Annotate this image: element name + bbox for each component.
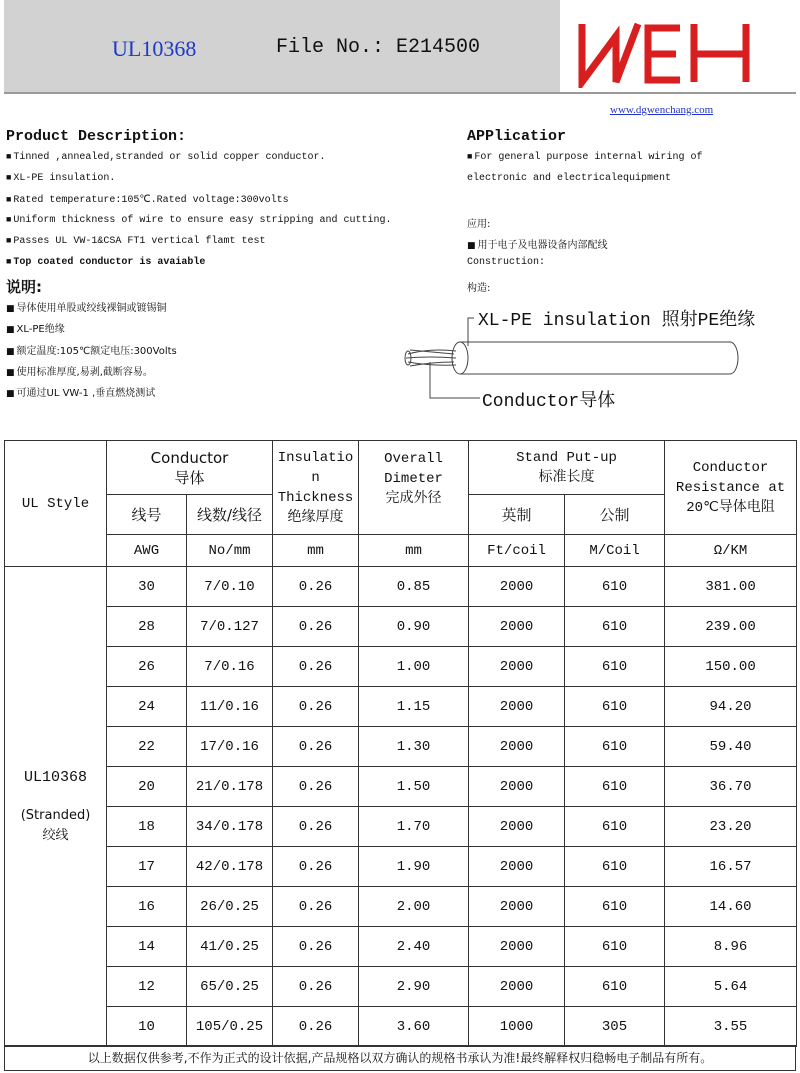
header-imperial: 英制	[469, 495, 565, 535]
table-row	[5, 807, 797, 847]
application-line: ■ For general purpose internal wiring of	[467, 152, 702, 163]
row-strand: 7/0.10	[187, 567, 273, 607]
row-strand: 65/0.25	[187, 967, 273, 1007]
row-insulation: 0.26	[273, 567, 359, 607]
row-m-coil: 610	[565, 927, 665, 967]
row-m-coil: 610	[565, 647, 665, 687]
row-insulation: 0.26	[273, 767, 359, 807]
desc-item: ■ Rated temperature:105℃.Rated voltage:300volts	[6, 194, 289, 206]
row-overall: 1.50	[359, 767, 469, 807]
row-insulation: 0.26	[273, 967, 359, 1007]
cn-description-title: 说明:	[6, 278, 42, 296]
application-line: electronic and electricalequipment	[467, 173, 672, 184]
row-overall: 2.90	[359, 967, 469, 1007]
row-m-coil: 610	[565, 887, 665, 927]
row-awg: 22	[107, 727, 187, 767]
style-cell	[5, 567, 107, 1047]
table-row	[5, 767, 797, 807]
product-description-title: Product Description:	[6, 128, 187, 145]
row-insulation: 0.26	[273, 887, 359, 927]
row-strand: 105/0.25	[187, 1007, 273, 1047]
row-overall: 1.70	[359, 807, 469, 847]
logo-text: WCH	[576, 18, 579, 19]
row-ft-coil: 2000	[469, 847, 565, 887]
row-m-coil: 610	[565, 687, 665, 727]
row-m-coil: 610	[565, 967, 665, 1007]
row-resistance: 5.64	[665, 967, 797, 1007]
table-row	[5, 887, 797, 927]
cn-desc-item: ■ 额定温度:105℃额定电压:300Volts	[6, 342, 177, 357]
row-resistance: 381.00	[665, 567, 797, 607]
unit-ftcoil: Ft/coil	[469, 535, 565, 567]
table-row	[5, 847, 797, 887]
row-awg: 26	[107, 647, 187, 687]
row-resistance: 3.55	[665, 1007, 797, 1047]
cn-desc-item: ■ 导体使用单股或绞线裸铜或镀锡铜	[6, 299, 167, 314]
row-insulation: 0.26	[273, 727, 359, 767]
table-row	[5, 967, 797, 1007]
row-awg: 12	[107, 967, 187, 1007]
row-strand: 42/0.178	[187, 847, 273, 887]
cn-desc-item: ■ XL-PE绝缘	[6, 320, 65, 335]
row-awg: 10	[107, 1007, 187, 1047]
table-row	[5, 567, 797, 607]
row-ft-coil: 2000	[469, 687, 565, 727]
application-cn-item: ■ 用于电子及电器设备内部配线	[467, 236, 608, 251]
desc-item: ■ Top coated conductor is avaiable	[6, 257, 205, 268]
application-cn-label: 应用:	[467, 219, 491, 230]
company-logo	[576, 18, 752, 88]
row-awg: 24	[107, 687, 187, 727]
row-strand: 34/0.178	[187, 807, 273, 847]
insulation-label: XL-PE insulation 照射PE绝缘	[478, 311, 756, 331]
header-band	[4, 0, 560, 92]
header-ul-style: UL Style	[5, 441, 107, 567]
desc-item: ■ Passes UL VW-1&CSA FT1 vertical flamt test	[6, 236, 265, 247]
construction-cn-label: 构造:	[467, 283, 491, 294]
row-resistance: 16.57	[665, 847, 797, 887]
header-putup: Stand Put-up 标准长度	[469, 441, 665, 495]
row-insulation: 0.26	[273, 1007, 359, 1047]
row-strand: 7/0.16	[187, 647, 273, 687]
construction-label: Construction:	[467, 257, 546, 268]
row-awg: 14	[107, 927, 187, 967]
conductor-label: Conductor导体	[482, 392, 616, 412]
unit-mcoil: M/Coil	[565, 535, 665, 567]
row-ft-coil: 2000	[469, 767, 565, 807]
row-resistance: 8.96	[665, 927, 797, 967]
row-ft-coil: 1000	[469, 1007, 565, 1047]
row-overall: 2.40	[359, 927, 469, 967]
row-overall: 0.85	[359, 567, 469, 607]
row-ft-coil: 2000	[469, 647, 565, 687]
row-strand: 11/0.16	[187, 687, 273, 727]
row-insulation: 0.26	[273, 607, 359, 647]
row-m-coil: 610	[565, 767, 665, 807]
table-row	[5, 687, 797, 727]
header-divider	[4, 92, 796, 94]
row-overall: 1.00	[359, 647, 469, 687]
header-strands: 线数/线径	[187, 495, 273, 535]
cn-desc-item: ■ 可通过UL VW-1 ,垂直燃烧测试	[6, 384, 155, 399]
model-title: UL10368	[112, 36, 197, 61]
row-strand: 26/0.25	[187, 887, 273, 927]
row-overall: 3.60	[359, 1007, 469, 1047]
header-metric: 公制	[565, 495, 665, 535]
row-strand: 17/0.16	[187, 727, 273, 767]
row-resistance: 150.00	[665, 647, 797, 687]
row-m-coil: 305	[565, 1007, 665, 1047]
disclaimer-footer: 以上数据仅供参考,不作为正式的设计依据,产品规格以双方确认的规格书承认为准!最终解释权归稳畅电子制品有所有。	[4, 1045, 796, 1071]
header-insulation: Insulatio n Thickness 绝缘厚度	[273, 441, 359, 535]
row-m-coil: 610	[565, 607, 665, 647]
desc-item: ■ Uniform thickness of wire to ensure easy stripping and cutting.	[6, 215, 391, 226]
row-ft-coil: 2000	[469, 607, 565, 647]
row-resistance: 14.60	[665, 887, 797, 927]
style-name: UL10368	[23, 768, 87, 786]
table-row	[5, 927, 797, 967]
header-conductor: Conductor 导体	[107, 441, 273, 495]
row-ft-coil: 2000	[469, 967, 565, 1007]
row-awg: 18	[107, 807, 187, 847]
header-resistance: Conductor Resistance at 20℃导体电阻	[665, 441, 797, 535]
row-ft-coil: 2000	[469, 727, 565, 767]
unit-ohm: Ω/KM	[665, 535, 797, 567]
row-insulation: 0.26	[273, 687, 359, 727]
spec-table	[4, 440, 797, 1047]
desc-item: ■ XL-PE insulation.	[6, 173, 115, 184]
row-insulation: 0.26	[273, 807, 359, 847]
row-insulation: 0.26	[273, 647, 359, 687]
row-awg: 28	[107, 607, 187, 647]
row-resistance: 94.20	[665, 687, 797, 727]
row-resistance: 239.00	[665, 607, 797, 647]
table-row	[5, 647, 797, 687]
row-overall: 1.30	[359, 727, 469, 767]
cn-desc-item: ■ 使用标准厚度,易剥,截断容易。	[6, 363, 153, 378]
row-strand: 7/0.127	[187, 607, 273, 647]
unit-nomm: No/mm	[187, 535, 273, 567]
row-ft-coil: 2000	[469, 567, 565, 607]
desc-item: ■ Tinned ,annealed,stranded or solid copper conductor.	[6, 152, 325, 163]
row-overall: 0.90	[359, 607, 469, 647]
row-awg: 16	[107, 887, 187, 927]
table-row	[5, 607, 797, 647]
table-row	[5, 727, 797, 767]
row-ft-coil: 2000	[469, 807, 565, 847]
unit-mm: mm	[359, 535, 469, 567]
table-row	[5, 1007, 797, 1047]
row-overall: 2.00	[359, 887, 469, 927]
unit-mm: mm	[273, 535, 359, 567]
row-m-coil: 610	[565, 847, 665, 887]
row-strand: 21/0.178	[187, 767, 273, 807]
row-m-coil: 610	[565, 567, 665, 607]
row-awg: 20	[107, 767, 187, 807]
file-number: File No.: E214500	[276, 36, 481, 59]
header-overall: Overall Dimeter 完成外径	[359, 441, 469, 535]
header-gauge: 线号	[107, 495, 187, 535]
website-link[interactable]: www.dgwenchang.com	[610, 104, 714, 116]
row-insulation: 0.26	[273, 847, 359, 887]
row-insulation: 0.26	[273, 927, 359, 967]
row-ft-coil: 2000	[469, 887, 565, 927]
application-title: APPlicatior	[467, 128, 567, 145]
row-overall: 1.15	[359, 687, 469, 727]
row-m-coil: 610	[565, 807, 665, 847]
row-resistance: 23.20	[665, 807, 797, 847]
row-ft-coil: 2000	[469, 927, 565, 967]
row-awg: 17	[107, 847, 187, 887]
row-resistance: 59.40	[665, 727, 797, 767]
row-overall: 1.90	[359, 847, 469, 887]
row-strand: 41/0.25	[187, 927, 273, 967]
row-awg: 30	[107, 567, 187, 607]
row-resistance: 36.70	[665, 767, 797, 807]
style-subtitle: (Stranded) 绞线	[20, 807, 91, 843]
unit-awg: AWG	[107, 535, 187, 567]
row-m-coil: 610	[565, 727, 665, 767]
